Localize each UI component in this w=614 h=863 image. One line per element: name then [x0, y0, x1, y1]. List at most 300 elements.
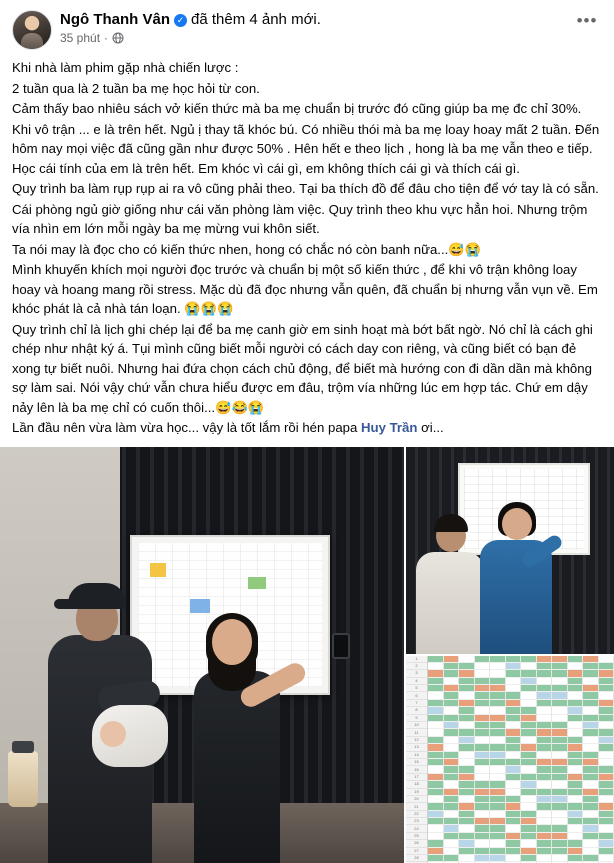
- spreadsheet-cell: [599, 715, 614, 722]
- spreadsheet-cell: [444, 803, 459, 810]
- spreadsheet-cell: [599, 692, 614, 699]
- spreadsheet-cell: [552, 656, 567, 663]
- spreadsheet-cell: [459, 670, 474, 677]
- spreadsheet-cell: [490, 840, 505, 847]
- spreadsheet-cell: [521, 744, 536, 751]
- spreadsheet-cell: [444, 811, 459, 818]
- spreadsheet-cell: [490, 729, 505, 736]
- globe-icon[interactable]: [112, 32, 124, 44]
- spreadsheet-cell: [490, 825, 505, 832]
- spreadsheet-row-label: 15: [406, 759, 427, 766]
- spreadsheet-cell: [490, 759, 505, 766]
- spreadsheet-cell: [568, 796, 583, 803]
- spreadsheet-cell: [552, 715, 567, 722]
- post-meta: [60, 31, 572, 45]
- spreadsheet-cell: [599, 766, 614, 773]
- spreadsheet-cell: [583, 663, 598, 670]
- post-author-name[interactable]: Ngô Thanh Vân: [60, 11, 170, 29]
- spreadsheet-cell: [521, 737, 536, 744]
- post-header: [0, 0, 614, 56]
- spreadsheet-cell: [568, 759, 583, 766]
- spreadsheet-cell: [459, 744, 474, 751]
- spreadsheet-cell: [583, 796, 598, 803]
- spreadsheet-row-label: 13: [406, 744, 427, 751]
- spreadsheet-cell: [490, 811, 505, 818]
- spreadsheet-cell: [506, 840, 521, 847]
- spreadsheet-cell: [537, 818, 552, 825]
- spreadsheet-cell: [475, 707, 490, 714]
- spreadsheet-cell: [599, 803, 614, 810]
- spreadsheet-cell: [568, 700, 583, 707]
- spreadsheet-cell: [521, 707, 536, 714]
- spreadsheet-cell: [521, 855, 536, 862]
- spreadsheet-cell: [583, 840, 598, 847]
- spreadsheet-row-label: 16: [406, 766, 427, 773]
- spreadsheet-cell: [506, 796, 521, 803]
- spreadsheet-cell: [537, 707, 552, 714]
- spreadsheet-cell: [506, 766, 521, 773]
- spreadsheet-cell: [506, 818, 521, 825]
- spreadsheet-cell: [583, 766, 598, 773]
- spreadsheet-cell: [475, 715, 490, 722]
- spreadsheet-cell: [444, 707, 459, 714]
- spreadsheet-cell: [537, 752, 552, 759]
- spreadsheet-cell: [583, 803, 598, 810]
- spreadsheet-cell: [537, 692, 552, 699]
- spreadsheet-row-label: 6: [406, 692, 427, 699]
- spreadsheet-cell: [537, 789, 552, 796]
- spreadsheet-cell: [599, 818, 614, 825]
- spreadsheet-cell: [475, 685, 490, 692]
- spreadsheet-column: [521, 656, 537, 863]
- spreadsheet-cell: [568, 825, 583, 832]
- spreadsheet-cell: [490, 707, 505, 714]
- spreadsheet-cell: [459, 811, 474, 818]
- spreadsheet-cell: [552, 670, 567, 677]
- spreadsheet-cells: [428, 656, 614, 863]
- spreadsheet-cell: [428, 759, 443, 766]
- spreadsheet-cell: [568, 752, 583, 759]
- spreadsheet-cell: [444, 789, 459, 796]
- spreadsheet-cell: [583, 759, 598, 766]
- spreadsheet-cell: [521, 840, 536, 847]
- post-last-line-prefix: Lần đầu nên vừa làm vừa học... vậy là tốt lắm rồi hén papa: [12, 420, 361, 435]
- spreadsheet-cell: [583, 811, 598, 818]
- spreadsheet-cell: [583, 825, 598, 832]
- spreadsheet-cell: [599, 840, 614, 847]
- spreadsheet-cell: [599, 737, 614, 744]
- spreadsheet-cell: [552, 774, 567, 781]
- spreadsheet-cell: [552, 796, 567, 803]
- spreadsheet-row-label: 14: [406, 752, 427, 759]
- spreadsheet-cell: [475, 670, 490, 677]
- spreadsheet-cell: [521, 729, 536, 736]
- spreadsheet-cell: [506, 678, 521, 685]
- spreadsheet-cell: [521, 670, 536, 677]
- spreadsheet-cell: [459, 715, 474, 722]
- spreadsheet-cell: [521, 766, 536, 773]
- spreadsheet-cell: [537, 737, 552, 744]
- spreadsheet-cell: [583, 729, 598, 736]
- spreadsheet-row-label: 10: [406, 722, 427, 729]
- post-paragraph: Cảm thấy bao nhiêu sách vở kiến thức mà ba mẹ chuẩn bị trước đó cũng giúp ba mẹ đc chỉ 30%.: [12, 99, 602, 119]
- spreadsheet-cell: [568, 811, 583, 818]
- spreadsheet-cell: [599, 722, 614, 729]
- spreadsheet-cell: [583, 722, 598, 729]
- spreadsheet-cell: [490, 670, 505, 677]
- spreadsheet-cell: [537, 811, 552, 818]
- spreadsheet-cell: [459, 752, 474, 759]
- post-last-paragraph: [12, 418, 602, 438]
- spreadsheet-cell: [459, 766, 474, 773]
- spreadsheet-cell: [537, 781, 552, 788]
- spreadsheet-cell: [490, 678, 505, 685]
- spreadsheet-column: [459, 656, 475, 863]
- spreadsheet-cell: [506, 774, 521, 781]
- spreadsheet-cell: [599, 811, 614, 818]
- spreadsheet-cell: [428, 670, 443, 677]
- spreadsheet-cell: [475, 796, 490, 803]
- spreadsheet-cell: [552, 848, 567, 855]
- spreadsheet-cell: [428, 729, 443, 736]
- cap-icon: [68, 583, 126, 609]
- spreadsheet-cell: [599, 700, 614, 707]
- spreadsheet-cell: [475, 663, 490, 670]
- spreadsheet-cell: [568, 744, 583, 751]
- spreadsheet-cell: [490, 700, 505, 707]
- spreadsheet-cell: [552, 759, 567, 766]
- spreadsheet-cell: [428, 781, 443, 788]
- spreadsheet-cell: [490, 663, 505, 670]
- spreadsheet-cell: [475, 766, 490, 773]
- post-paragraph: Mình khuyến khích mọi người đọc trước và chuẩn bị một số kiến thức , để khi vô trận không loay hoay và hoang mang rồi stress. Mặc dù đã đọc nhưng vẫn quên, đã chuẩn bị nhưng vẫn vụn về. Em khóc phát là cả nhà tán loạn. 😭😭😭: [12, 260, 602, 319]
- spreadsheet-row-label: 4: [406, 678, 427, 685]
- spreadsheet-cell: [475, 692, 490, 699]
- spreadsheet-cell: [490, 781, 505, 788]
- spreadsheet-cell: [521, 818, 536, 825]
- spreadsheet-cell: [537, 759, 552, 766]
- spreadsheet-cell: [475, 737, 490, 744]
- spreadsheet-cell: [521, 656, 536, 663]
- spreadsheet-cell: [537, 670, 552, 677]
- photo-grid-right-column: [406, 447, 614, 863]
- spreadsheet-cell: [583, 774, 598, 781]
- spreadsheet-cell: [459, 818, 474, 825]
- spreadsheet-cell: [568, 803, 583, 810]
- spreadsheet-cell: [506, 700, 521, 707]
- spreadsheet-cell: [490, 774, 505, 781]
- spreadsheet-cell: [459, 729, 474, 736]
- post-paragraph: 2 tuần qua là 2 tuần ba mẹ học hỏi từ con.: [12, 79, 602, 99]
- spreadsheet-column: [506, 656, 522, 863]
- spreadsheet-cell: [599, 855, 614, 862]
- spreadsheet-cell: [552, 737, 567, 744]
- spreadsheet-cell: [459, 678, 474, 685]
- spreadsheet-cell: [552, 766, 567, 773]
- spreadsheet-cell: [583, 670, 598, 677]
- spreadsheet-cell: [475, 811, 490, 818]
- spreadsheet-cell: [521, 811, 536, 818]
- spreadsheet-column: [568, 656, 584, 863]
- spreadsheet-cell: [459, 774, 474, 781]
- spreadsheet-cell: [475, 722, 490, 729]
- spreadsheet-cell: [599, 796, 614, 803]
- spreadsheet-cell: [552, 729, 567, 736]
- spreadsheet-column: [475, 656, 491, 863]
- spreadsheet-cell: [428, 692, 443, 699]
- spreadsheet-cell: [599, 825, 614, 832]
- spreadsheet-cell: [599, 685, 614, 692]
- spreadsheet-cell: [583, 752, 598, 759]
- woman-head: [212, 619, 252, 665]
- spreadsheet-cell: [552, 685, 567, 692]
- spreadsheet-row-label: 17: [406, 774, 427, 781]
- spreadsheet-cell: [444, 752, 459, 759]
- spreadsheet-cell: [459, 700, 474, 707]
- spreadsheet-cell: [568, 692, 583, 699]
- spreadsheet-cell: [552, 678, 567, 685]
- spreadsheet-cell: [583, 744, 598, 751]
- spreadsheet-cell: [459, 656, 474, 663]
- spreadsheet-cell: [552, 692, 567, 699]
- spreadsheet-cell: [552, 700, 567, 707]
- spreadsheet-cell: [568, 818, 583, 825]
- spreadsheet-cell: [537, 663, 552, 670]
- spreadsheet-cell: [568, 678, 583, 685]
- spreadsheet-cell: [599, 774, 614, 781]
- spreadsheet-cell: [506, 789, 521, 796]
- baby: [92, 705, 168, 767]
- spreadsheet-cell: [444, 744, 459, 751]
- spreadsheet-cell: [475, 781, 490, 788]
- spreadsheet-cell: [444, 825, 459, 832]
- spreadsheet-row-headers: [406, 656, 428, 863]
- person-man-2: [414, 514, 486, 654]
- spreadsheet-cell: [568, 774, 583, 781]
- spreadsheet-cell: [459, 848, 474, 855]
- spreadsheet-cell: [475, 752, 490, 759]
- spreadsheet-cell: [459, 759, 474, 766]
- spreadsheet-cell: [490, 818, 505, 825]
- spreadsheet-cell: [459, 781, 474, 788]
- spreadsheet-cell: [459, 685, 474, 692]
- spreadsheet-cell: [506, 781, 521, 788]
- spreadsheet-cell: [428, 840, 443, 847]
- spreadsheet-column: [552, 656, 568, 863]
- spreadsheet-cell: [506, 729, 521, 736]
- spreadsheet-column: [444, 656, 460, 863]
- spreadsheet-cell: [428, 678, 443, 685]
- spreadsheet-cell: [475, 818, 490, 825]
- spreadsheet-cell: [490, 744, 505, 751]
- spreadsheet-row-label: 28: [406, 855, 427, 862]
- spreadsheet-cell: [490, 803, 505, 810]
- spreadsheet-cell: [552, 803, 567, 810]
- post-paragraph: Quy trình ba làm rụp rụp ai ra vô cũng phải theo. Tại ba thích đồ để đâu cho tiện để vớ tay là có sẵn.: [12, 179, 602, 199]
- photo-couple-at-board[interactable]: [406, 447, 614, 654]
- mention-link[interactable]: Huy Trần: [361, 420, 417, 435]
- spreadsheet-cell: [568, 781, 583, 788]
- spreadsheet-cell: [599, 759, 614, 766]
- spreadsheet-cell: [428, 715, 443, 722]
- spreadsheet-cell: [583, 715, 598, 722]
- spreadsheet-row-label: 18: [406, 781, 427, 788]
- meta-separator: ·: [104, 31, 108, 45]
- spreadsheet-cell: [599, 744, 614, 751]
- spreadsheet-cell: [459, 803, 474, 810]
- spreadsheet-cell: [428, 774, 443, 781]
- spreadsheet-cell: [568, 737, 583, 744]
- spreadsheet-cell: [475, 848, 490, 855]
- spreadsheet-column: [490, 656, 506, 863]
- spreadsheet-cell: [490, 848, 505, 855]
- spreadsheet-cell: [537, 656, 552, 663]
- spreadsheet-cell: [583, 656, 598, 663]
- spreadsheet-cell: [490, 722, 505, 729]
- spreadsheet-row-label: 1: [406, 656, 427, 663]
- spreadsheet-cell: [444, 796, 459, 803]
- spreadsheet-row-label: 25: [406, 833, 427, 840]
- man2-body: [416, 552, 484, 654]
- verified-badge-icon: ✓: [174, 14, 187, 27]
- post-paragraph: Cái phòng ngủ giờ giống như cái văn phòng làm việc. Quy trình theo khu vực hẳn hoi. Nhưng trộm vía nhìn em lớn mỗi ngày ba mẹ mừng vui khôn siết.: [12, 200, 602, 239]
- spreadsheet-cell: [490, 685, 505, 692]
- spreadsheet-cell: [537, 825, 552, 832]
- spreadsheet-cell: [428, 818, 443, 825]
- spreadsheet-cell: [428, 722, 443, 729]
- spreadsheet-cell: [537, 685, 552, 692]
- spreadsheet-cell: [428, 700, 443, 707]
- appliance: [8, 751, 38, 807]
- spreadsheet-cell: [459, 789, 474, 796]
- spreadsheet-column: [537, 656, 553, 863]
- spreadsheet-cell: [568, 855, 583, 862]
- spreadsheet-cell: [583, 789, 598, 796]
- camera-icon: [332, 633, 350, 659]
- spreadsheet-cell: [552, 840, 567, 847]
- spreadsheet-cell: [506, 855, 521, 862]
- spreadsheet-cell: [521, 803, 536, 810]
- author-row: [60, 11, 572, 29]
- spreadsheet-cell: [521, 848, 536, 855]
- spreadsheet-cell: [599, 707, 614, 714]
- post-paragraph: Khi nhà làm phim gặp nhà chiến lược :: [12, 58, 602, 78]
- spreadsheet-cell: [428, 744, 443, 751]
- spreadsheet-cell: [459, 855, 474, 862]
- spreadsheet-cell: [475, 855, 490, 862]
- spreadsheet-cell: [506, 811, 521, 818]
- spreadsheet-cell: [428, 825, 443, 832]
- spreadsheet-cell: [521, 700, 536, 707]
- spreadsheet-cell: [459, 692, 474, 699]
- spreadsheet-cell: [537, 766, 552, 773]
- spreadsheet-cell: [521, 692, 536, 699]
- spreadsheet-cell: [599, 729, 614, 736]
- spreadsheet-cell: [428, 737, 443, 744]
- post-paragraph: Khi vô trận ... e là trên hết. Ngủ ị thay tã khóc bú. Có nhiều thói mà ba mẹ loay hoay mất 2 tuần. Đến hôm nay mọi việc đã cũng gần như được 50% . Hên hết e theo lịch , hong là ba mẹ vẫn theo e tiếp. Học cái tính của em là trên hết. Em khóc vì cái gì, em không thích cái gì và thích cái gì.: [12, 120, 602, 179]
- spreadsheet-cell: [537, 840, 552, 847]
- spreadsheet-row-label: 11: [406, 729, 427, 736]
- spreadsheet-cell: [521, 789, 536, 796]
- post-timestamp[interactable]: 35 phút: [60, 31, 100, 45]
- spreadsheet-cell: [444, 840, 459, 847]
- spreadsheet-cell: [475, 744, 490, 751]
- spreadsheet-cell: [428, 848, 443, 855]
- spreadsheet-cell: [537, 715, 552, 722]
- spreadsheet-cell: [537, 700, 552, 707]
- spreadsheet-cell: [428, 811, 443, 818]
- spreadsheet-cell: [583, 700, 598, 707]
- post-paragraph: Ta nói may là đọc cho có kiến thức nhen, hong có chắc nó còn banh nữa...😅😭: [12, 240, 602, 260]
- spreadsheet-cell: [444, 729, 459, 736]
- spreadsheet-cell: [428, 803, 443, 810]
- spreadsheet-cell: [444, 766, 459, 773]
- spreadsheet-row-label: 12: [406, 737, 427, 744]
- spreadsheet-cell: [506, 848, 521, 855]
- photo-grid: [0, 447, 614, 863]
- photo-schedule-spreadsheet[interactable]: [406, 656, 614, 863]
- spreadsheet-cell: [490, 766, 505, 773]
- spreadsheet-row-label: 27: [406, 848, 427, 855]
- spreadsheet-cell: [599, 752, 614, 759]
- spreadsheet-cell: [568, 729, 583, 736]
- spreadsheet-row-label: 26: [406, 840, 427, 847]
- spreadsheet-cell: [521, 796, 536, 803]
- spreadsheet-cell: [444, 715, 459, 722]
- spreadsheet-cell: [568, 656, 583, 663]
- avatar[interactable]: [12, 10, 52, 50]
- spreadsheet-cell: [521, 825, 536, 832]
- spreadsheet-cell: [552, 663, 567, 670]
- spreadsheet-cell: [506, 715, 521, 722]
- spreadsheet-cell: [428, 766, 443, 773]
- spreadsheet-cell: [521, 722, 536, 729]
- spreadsheet-cell: [459, 796, 474, 803]
- spreadsheet-cell: [506, 692, 521, 699]
- spreadsheet-cell: [583, 707, 598, 714]
- spreadsheet-cell: [506, 722, 521, 729]
- photo-couple-at-board-image: [406, 447, 614, 654]
- post-last-line-suffix: ơi...: [417, 420, 443, 435]
- more-options-icon[interactable]: •••: [572, 10, 602, 34]
- spreadsheet-cell: [459, 663, 474, 670]
- spreadsheet-cell: [475, 729, 490, 736]
- sticky-note: [190, 599, 210, 613]
- woman2-head: [502, 508, 532, 540]
- spreadsheet-cell: [583, 678, 598, 685]
- spreadsheet-cell: [599, 848, 614, 855]
- spreadsheet-cell: [537, 722, 552, 729]
- spreadsheet-cell: [552, 707, 567, 714]
- spreadsheet-cell: [583, 685, 598, 692]
- spreadsheet-cell: [552, 789, 567, 796]
- spreadsheet-cell: [583, 692, 598, 699]
- spreadsheet-cell: [475, 840, 490, 847]
- photo-family-whiteboard[interactable]: [0, 447, 404, 863]
- spreadsheet-cell: [552, 722, 567, 729]
- spreadsheet-cell: [444, 656, 459, 663]
- spreadsheet-cell: [568, 715, 583, 722]
- spreadsheet-cell: [490, 692, 505, 699]
- spreadsheet-cell: [444, 759, 459, 766]
- spreadsheet-cell: [537, 855, 552, 862]
- spreadsheet-row-label: 23: [406, 818, 427, 825]
- spreadsheet-cell: [444, 700, 459, 707]
- spreadsheet-row-label: 2: [406, 663, 427, 670]
- spreadsheet-cell: [428, 707, 443, 714]
- spreadsheet-cell: [506, 744, 521, 751]
- spreadsheet-cell: [459, 737, 474, 744]
